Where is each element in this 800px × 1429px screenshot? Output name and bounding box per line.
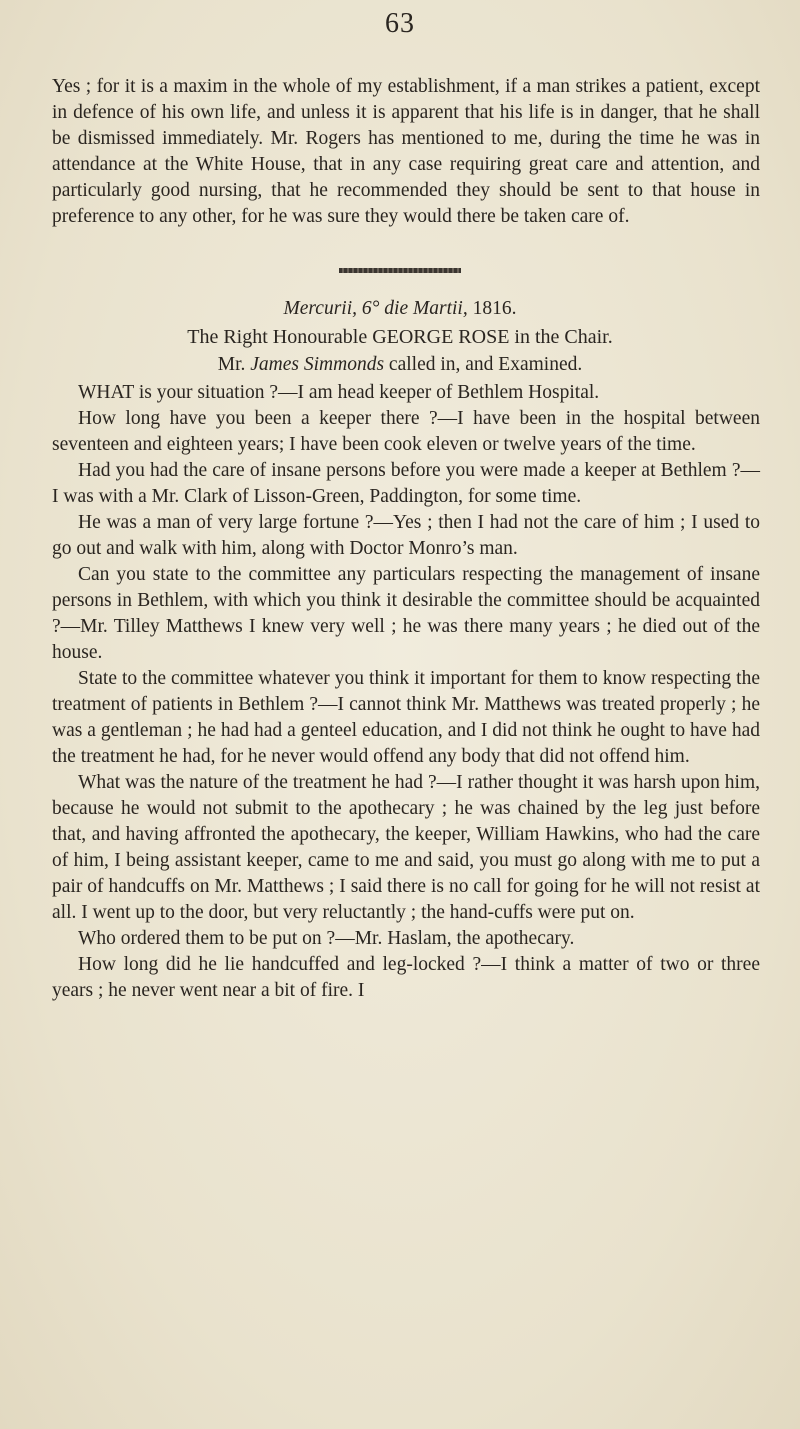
qa-paragraph: How long have you been a keeper there ?—I have been in the hospital between seventeen and eighteen years; I have been cook eleven or twelve years of the time. bbox=[52, 408, 760, 455]
qa-paragraph: Had you had the care of insane persons before you were made a keeper at Bethlem ?—I was with a Mr. Clark of Lisson-Green, Paddington, for some time. bbox=[52, 460, 760, 507]
witness-name: James Simmonds bbox=[250, 354, 385, 375]
qa-paragraph: Who ordered them to be put on ?—Mr. Haslam, the apothecary. bbox=[78, 928, 575, 949]
examination-text bbox=[52, 380, 760, 1004]
qa-paragraph: Can you state to the committee any particulars respecting the management of insane persons in Bethlem, with which you think it desirable the committee should be acquainted ?—Mr. Tilley Matthews I knew very well ; he was there many years ; he died out of the house. bbox=[52, 564, 760, 663]
qa-paragraph: WHAT is your situation ?—I am head keeper of Bethlem Hospital. bbox=[78, 382, 600, 403]
chair-line: The Right Honourable GEORGE ROSE in the Chair. bbox=[187, 326, 613, 348]
qa-paragraph: He was a man of very large fortune ?—Yes ; then I had not the care of him ; I used to go out and walk with him, along with Doctor Monro’s man. bbox=[52, 512, 760, 559]
section-divider bbox=[339, 268, 461, 273]
qa-paragraph: How long did he lie handcuffed and leg-locked ?—I think a matter of two or three years ; he never went near a bit of fire. I bbox=[52, 954, 760, 1001]
called-suffix: called in, and Examined. bbox=[388, 354, 583, 375]
dateline-year: 1816. bbox=[472, 298, 517, 319]
dateline-italic: Mercurii, 6° die Martii, bbox=[283, 298, 468, 319]
opening-paragraph: Yes ; for it is a maxim in the whole of my establishment, if a man strikes a patient, except in defence of his own life, and unless it is apparent that his life is in danger, that he shall be dismissed immediately. Mr. Rogers has mentioned to me, during the time he was in attendance at the White House, that in any case requiring great care and attention, and particularly good nursing, that he recommended they should be sent to that house in preference to any other, for he was sure they would there be taken care of. bbox=[52, 76, 760, 227]
qa-paragraph: State to the committee whatever you think it important for them to know respecting the treatment of patients in Bethlem ?—I cannot think Mr. Matthews was treated properly ; he was a gentleman ; he had had a genteel education, and I did not think he ought to have had the treatment he had, for he never would offend any body that did not offend him. bbox=[52, 668, 760, 767]
qa-paragraph: What was the nature of the treatment he had ?—I rather thought it was harsh upon him, because he would not submit to the apothecary ; he was chained by the leg just before that, and having affronted the apothecary, the keeper, William Hawkins, who had the care of him, I being assistant keeper, came to me and said, you must go along with me to put a pair of handcuffs on Mr. Matthews ; I said there is no call for going for he will not resist at all. I went up to the door, but very reluctantly ; the hand-cuffs were put on. bbox=[52, 772, 760, 923]
dateline bbox=[0, 298, 800, 320]
page-number: 63 bbox=[385, 8, 415, 39]
opening-paragraph-block bbox=[52, 74, 760, 230]
called-prefix: Mr. bbox=[217, 354, 246, 375]
called-line bbox=[0, 354, 800, 376]
